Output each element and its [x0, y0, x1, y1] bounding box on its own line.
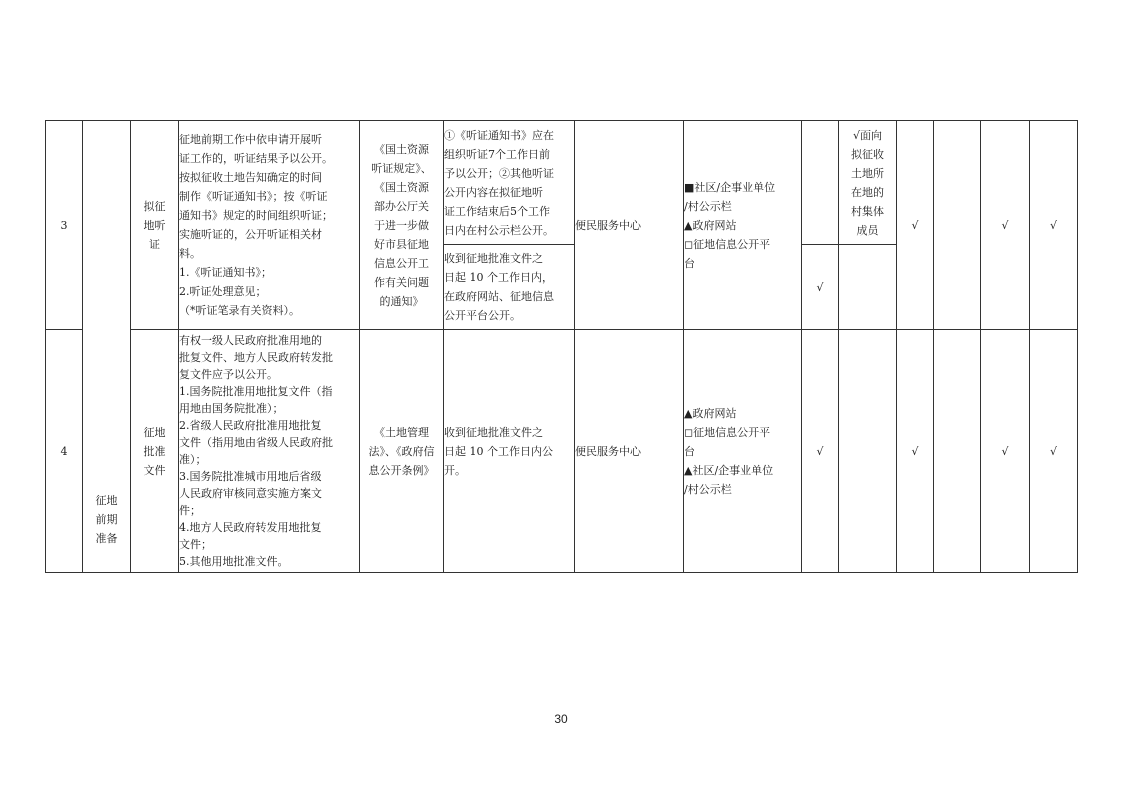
subject-cell: 便民服务中心 [575, 121, 684, 330]
time-limit-cell: ①《听证通知书》应在 组织听证7个工作日前 予以公开；②其他听证 公开内容在拟征地听 证工作结束后5个工作 日内在村公示栏公开。 [444, 121, 575, 245]
time-limit-cell: 收到征地批准文件之 日起 10 个工作日内公 开。 [444, 330, 575, 573]
table-row [46, 330, 1078, 573]
check-mark: √ [1030, 330, 1078, 573]
table-row [46, 121, 1078, 245]
check-mark: √ [1030, 121, 1078, 330]
empty-cell [839, 330, 897, 573]
check-mark: √ [897, 330, 934, 573]
empty-cell [934, 330, 981, 573]
row-number: 4 [46, 330, 83, 573]
item-name-cell: 征地 批准 文件 [131, 330, 179, 573]
empty-cell [934, 121, 981, 330]
empty-cell [839, 245, 897, 330]
check-mark: √ [802, 245, 839, 330]
item-name-cell: 拟征 地听 证 [131, 121, 179, 330]
check-mark: √ [802, 330, 839, 573]
basis-cell: 《国土资源 听证规定》、 《国土资源 部办公厅关 于进一步做 好市县征地 信息公开工 作有关问题 的通知》 [360, 121, 444, 330]
content-cell: 有权一级人民政府批准用地的 批复文件、地方人民政府转发批 复文件应予以公开。 1.国务院批准用地批复文件（指 用地由国务院批准）； 2.省级人民政府批准用地批复 文件（指用地由省级人民政府批 准）； 3.国务院批准城市用地后省级 人民政府审核同意实施方案文 件； 4.地方人民政府转发用地批复 文件； 5.其他用地批准文件。 [179, 330, 360, 573]
content-cell: 征地前期工作中依申请开展听 证工作的，听证结果予以公开。 按拟征收土地告知确定的时间 制作《听证通知书》；按《听证 通知书》规定的时间组织听证； 实施听证的，公开听证相关材 料。 1.《听证通知书》； 2.听证处理意见； （*听证笔录有关资料）。 [179, 121, 360, 330]
subject-cell: 便民服务中心 [575, 330, 684, 573]
object-all-cell [802, 121, 839, 245]
channel-cell: ▲政府网站 ◻征地信息公开平 台 ▲社区/企事业单位 /村公示栏 [684, 330, 802, 573]
check-mark: √ [981, 121, 1030, 330]
time-limit-cell: 收到征地批准文件之 日起 10 个工作日内， 在政府网站、征地信息 公开平台公开。 [444, 245, 575, 330]
basis-cell: 《土地管理 法》、《政府信 息公开条例》 [360, 330, 444, 573]
page-number: 30 [554, 712, 568, 726]
stage-cell: 征地 前期 准备 [83, 121, 131, 573]
check-mark: √ [981, 330, 1030, 573]
check-mark: √ [897, 121, 934, 330]
object-specific-cell: √面向 拟征收 土地所 在地的 村集体 成员 [839, 121, 897, 245]
channel-cell: ■社区/企事业单位 /村公示栏 ▲政府网站 ◻征地信息公开平 台 [684, 121, 802, 330]
disclosure-table [45, 120, 1078, 573]
row-number: 3 [46, 121, 83, 330]
